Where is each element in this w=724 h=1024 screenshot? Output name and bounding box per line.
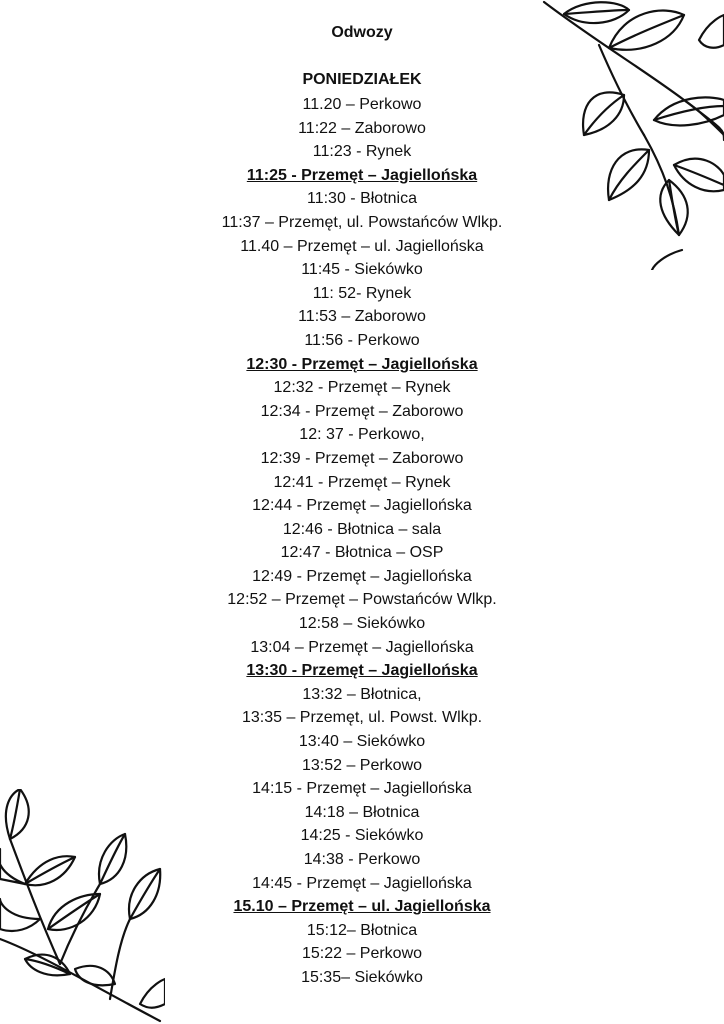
schedule-row: 11:45 - Siekówko [301,261,423,279]
schedule-row: 15:35– Siekówko [301,968,423,986]
schedule-row: 14:38 - Perkowo [303,851,421,868]
schedule-row: 12:46 - Błotnica – sala [282,520,442,538]
schedule-row: 12:52 – Przemęt – Powstańców Wlkp. [227,591,497,609]
schedule-row: 13:04 – Przemęt – Jagiellońska [250,638,474,656]
schedule-row: 11: 52- Rynek [312,284,412,302]
schedule-row: 11:30 - Błotnica [307,190,417,208]
schedule-row: 11:23 - Rynek [312,143,412,161]
schedule-row: 12: 37 - Perkowo, [299,426,425,444]
day-heading: PONIEDZIAŁEK [302,71,422,88]
schedule-row: 12:44 - Przemęt – Jagiellońska [252,497,472,515]
schedule-row: 14:25 - Siekówko [300,827,424,845]
schedule-list [0,93,724,990]
schedule-row: 12:32 - Przemęt – Rynek [273,379,451,397]
schedule-row: 14:45 - Przemęt – Jagiellońska [252,874,472,892]
schedule-row: 12:41 - Przemęt – Rynek [273,473,451,491]
schedule-row: 13:40 – Siekówko [298,733,426,751]
schedule-row: 11:53 – Zaborowo [298,308,426,326]
schedule-row: 14:15 - Przemęt – Jagiellońska [252,780,472,798]
schedule-row: 12:58 – Siekówko [298,615,426,633]
schedule-row: 11:37 – Przemęt, ul. Powstańców Wlkp. [221,213,503,231]
schedule-row-highlight: 11:25 - Przemęt – Jagiellońska [246,166,478,184]
schedule-row: 12:49 - Przemęt – Jagiellońska [252,567,472,585]
schedule-row-highlight: 15.10 – Przemęt – ul. Jagiellońska [233,898,491,916]
schedule-row-highlight: 12:30 - Przemęt – Jagiellońska [246,355,478,373]
schedule-row: 11:22 – Zaborowo [298,119,426,137]
schedule-row: 13:32 – Błotnica, [302,685,422,703]
schedule-row: 11.20 – Perkowo [302,96,422,113]
schedule-row: 12:47 - Błotnica – OSP [280,544,444,562]
page-title: Odwozy [331,24,393,41]
schedule-row: 15:12– Błotnica [306,921,418,939]
schedule-row: 15:22 – Perkowo [301,945,423,963]
schedule-row: 13:52 – Perkowo [301,756,423,774]
schedule-row: 12:39 - Przemęt – Zaborowo [260,449,464,467]
schedule-row: 11:56 - Perkowo [304,331,420,349]
schedule-row: 12:34 - Przemęt – Zaborowo [260,402,464,420]
schedule-row: 14:18 – Błotnica [304,803,420,821]
schedule-row: 13:35 – Przemęt, ul. Powst. Wlkp. [241,709,483,727]
schedule-row: 11.40 – Przemęt – ul. Jagiellońska [240,237,484,255]
schedule-row-highlight: 13:30 - Przemęt – Jagiellońska [246,662,478,680]
